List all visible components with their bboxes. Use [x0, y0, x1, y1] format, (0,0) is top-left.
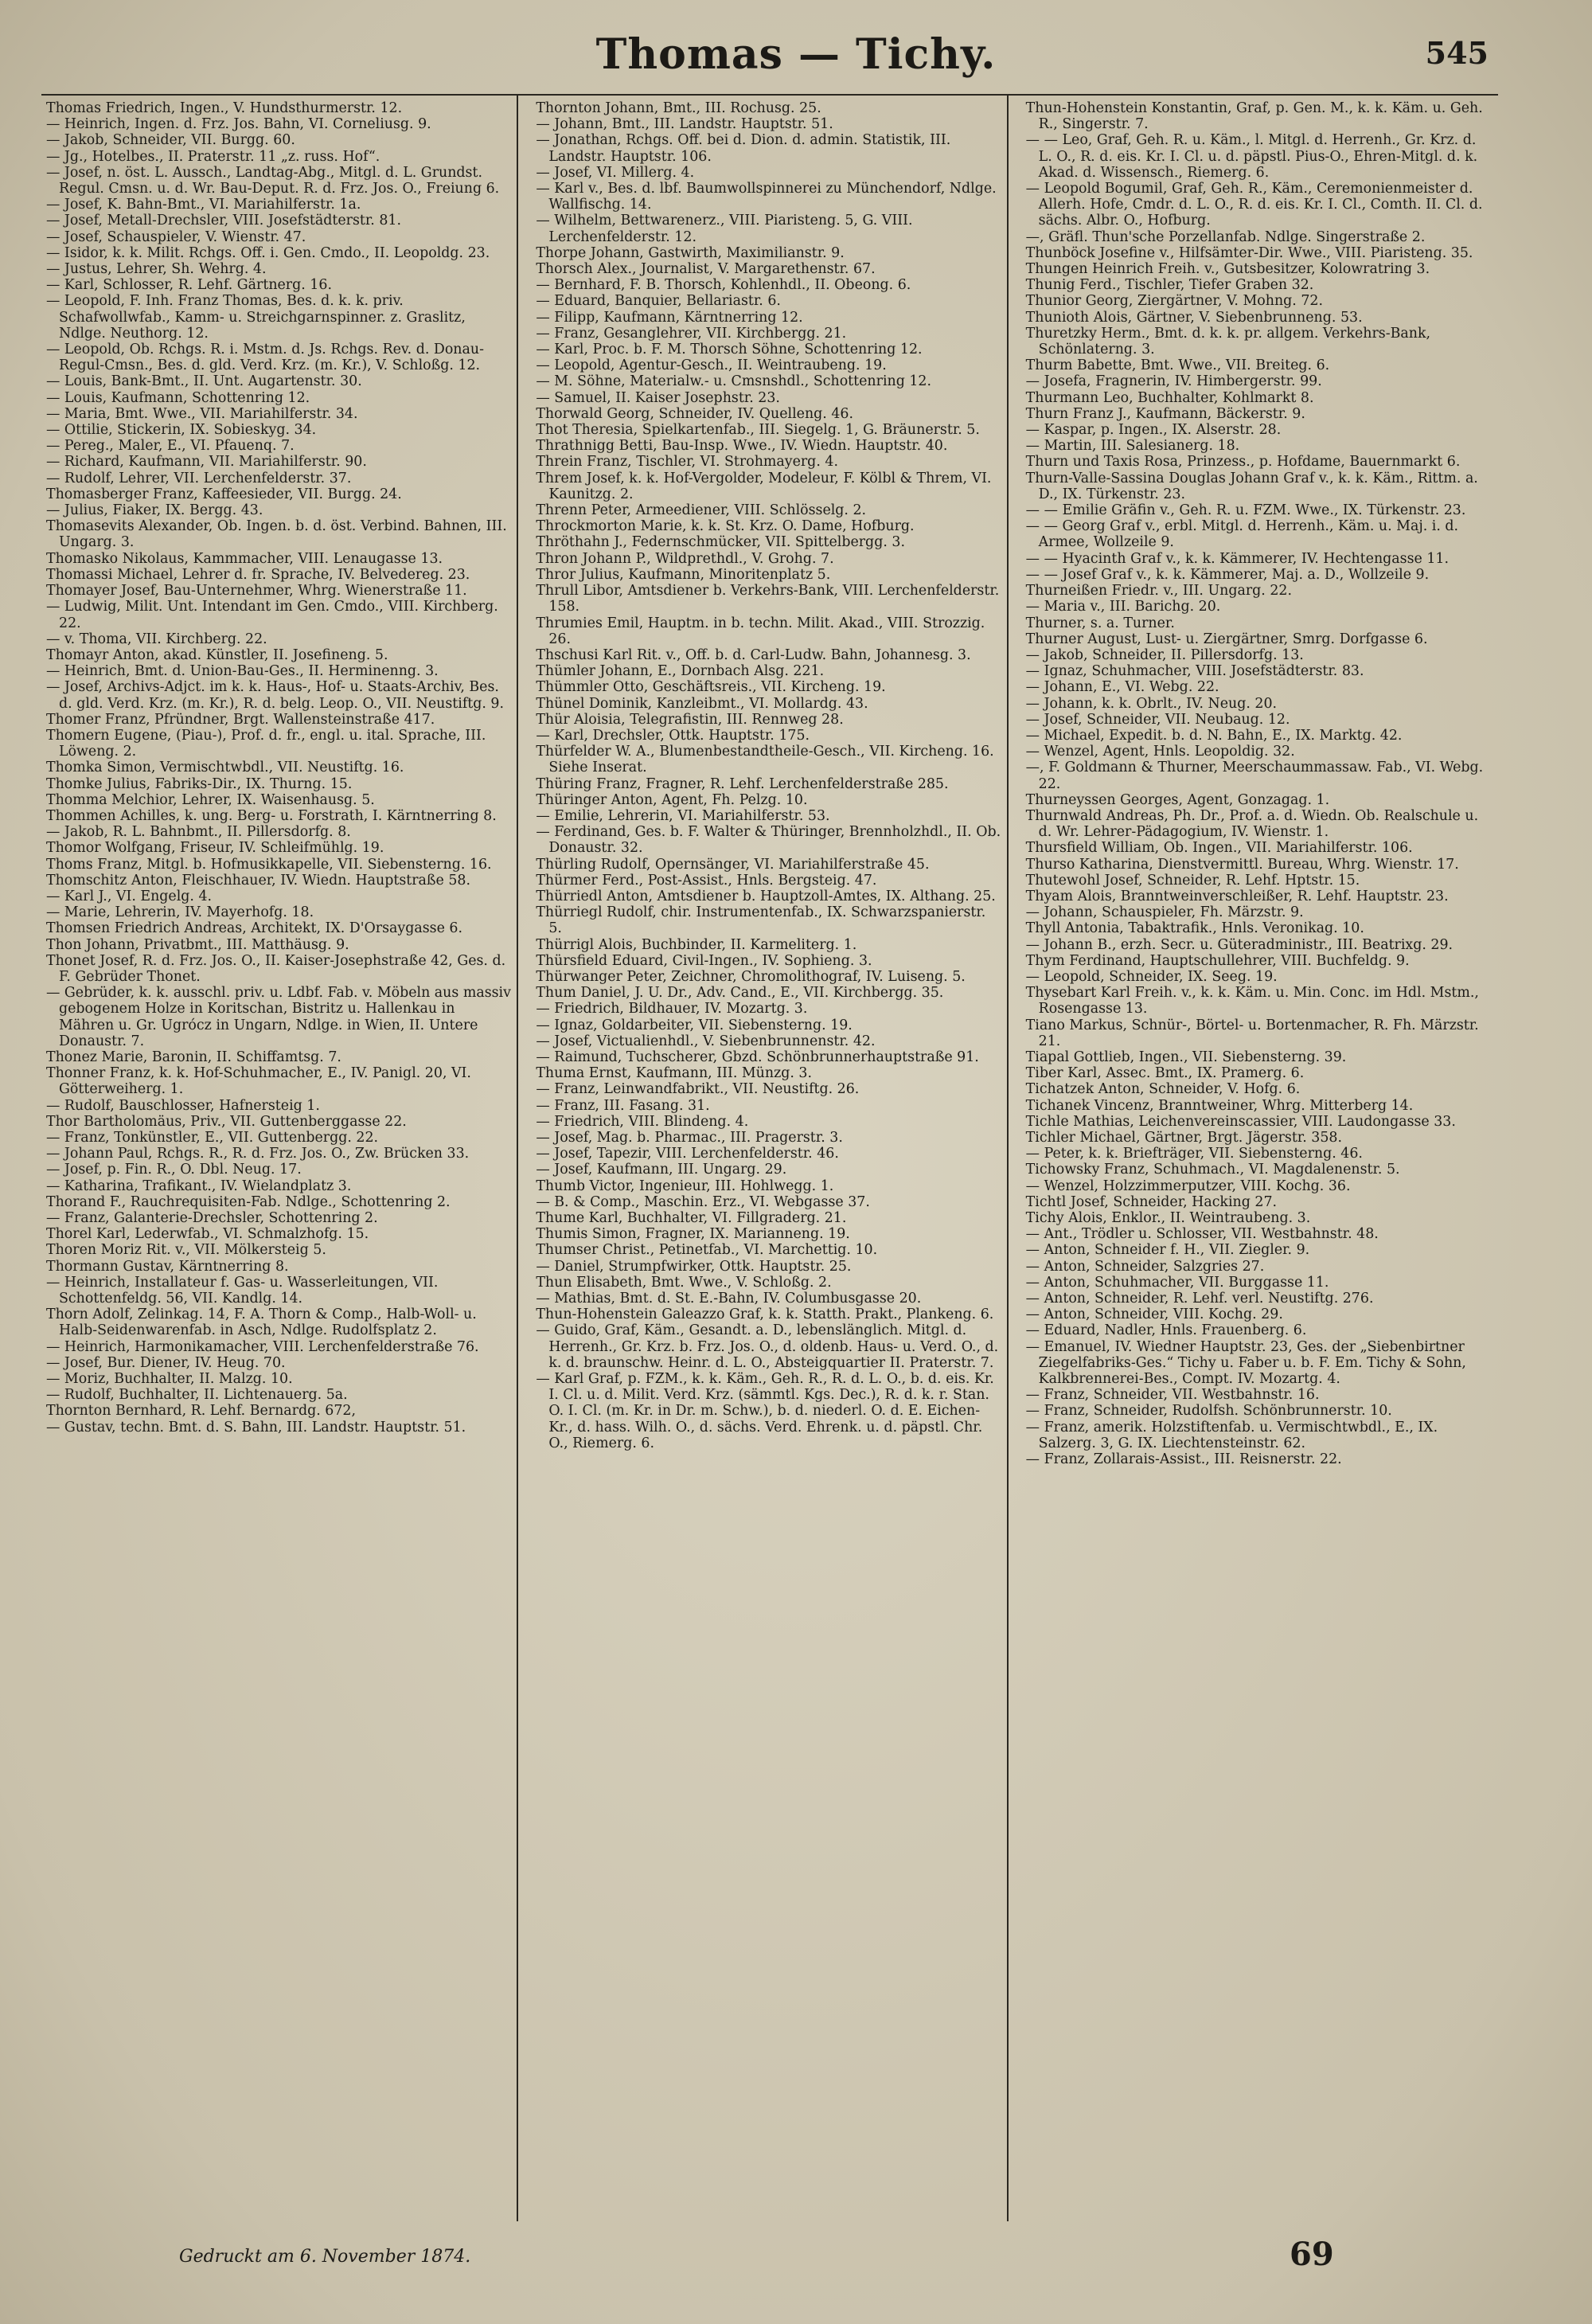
directory-entry: — Franz, Tonkünstler, E., VII. Guttenbergg. 22. — [46, 1130, 379, 1146]
directory-entry: — Franz, Schneider, VII. Westbahnstr. 16. — [1025, 1387, 1320, 1404]
directory-entry: — Heinrich, Bmt. d. Union-Bau-Ges., II. Herminenng. 3. — [46, 663, 439, 680]
directory-entry: Thomas Friedrich, Ingen., V. Hundsthurmerstr. 12. — [46, 100, 403, 116]
directory-entry: Thürwanger Peter, Zeichner, Chromolithograf, IV. Luiseng. 5. — [536, 968, 966, 985]
directory-entry: Thomschitz Anton, Fleischhauer, IV. Wiedn. Hauptstraße 58. — [46, 872, 471, 889]
directory-entry: — Katharina, Trafikant., IV. Wielandplatz 3. — [46, 1178, 352, 1194]
directory-entry: Thunig Ferd., Tischler, Tiefer Graben 32. — [1025, 277, 1314, 294]
directory-entry: Thurneißen Friedr. v., III. Ungarg. 22. — [1025, 583, 1293, 600]
directory-entry: Thonner Franz, k. k. Hof-Schuhmacher, E., IV. Panigl. 20, VI. Götterweiherg. 1. — [46, 1065, 471, 1098]
directory-entry: — Eduard, Nadler, Hnls. Frauenberg. 6. — [1025, 1322, 1307, 1339]
directory-entry: Threm Josef, k. k. Hof-Vergolder, Modeleur, F. Kölbl & Threm, VI. Kaunitzg. 2. — [536, 470, 992, 502]
directory-entry: — Jonathan, Rchgs. Off. bei d. Dion. d. admin. Statistik, III. Landstr. Hauptstr. 106. — [536, 132, 951, 165]
directory-entry: Thornton Bernhard, R. Lehf. Bernardg. 672, — [46, 1403, 356, 1420]
column-middle — [531, 96, 1008, 2221]
directory-entry: — — Georg Graf v., erbl. Mitgl. d. Herrenh., Käm. u. Maj. i. d. Armee, Wollzeile 9. — [1025, 518, 1459, 551]
directory-entry: Thun-Hohenstein Galeazzo Graf, k. k. Statth. Prakt., Plankeng. 6. — [536, 1307, 994, 1323]
directory-entry: — Josef, Mag. b. Pharmac., III. Pragerstr. 3. — [536, 1130, 843, 1146]
directory-entry: Thurnwald Andreas, Ph. Dr., Prof. a. d. Wiedn. Ob. Realschule u. d. Wr. Lehrer-Pädagogium, IV. Wienstr. 1. — [1025, 807, 1479, 841]
directory-entry: Thüring Franz, Fragner, R. Lehf. Lerchenfelderstraße 285. — [536, 775, 949, 792]
directory-entry: — Franz, Gesanglehrer, VII. Kirchbergg. 21. — [536, 325, 847, 342]
directory-entry: — Emilie, Lehrerin, VI. Mariahilferstr. 53. — [536, 807, 830, 824]
directory-entry: Thurso Katharina, Dienstvermittl. Bureau, Whrg. Wienstr. 17. — [1025, 856, 1459, 873]
directory-entry: — Jg., Hotelbes., II. Praterstr. 11 „z. russ. Hof“. — [46, 148, 380, 165]
directory-entry: — — Josef Graf v., k. k. Kämmerer, Maj. a. D., Wollzeile 9. — [1025, 566, 1430, 583]
directory-entry: —, Gräfl. Thun'sche Porzellanfab. Ndlge. Singerstraße 2. — [1025, 228, 1426, 245]
directory-entry: Thornton Johann, Bmt., III. Rochusg. 25. — [536, 100, 821, 116]
directory-entry: — Leopold, Schneider, IX. Seeg. 19. — [1025, 968, 1278, 985]
directory-entry: — Maria, Bmt. Wwe., VII. Mariahilferstr. 34. — [46, 405, 358, 422]
directory-columns — [41, 94, 1498, 2221]
page-title: Thomas — Tichy. — [595, 30, 997, 79]
directory-entry: — Michael, Expedit. b. d. N. Bahn, E., IX. Marktg. 42. — [1025, 727, 1403, 744]
directory-entry: — Karl J., VI. Engelg. 4. — [46, 888, 213, 904]
directory-entry: Thünel Dominik, Kanzleibmt., VI. Mollardg. 43. — [536, 695, 868, 712]
directory-entry: Thutewohl Josef, Schneider, R. Lehf. Hptstr. 15. — [1025, 872, 1360, 889]
directory-entry: — Ignaz, Schuhmacher, VIII. Josefstädterstr. 83. — [1025, 663, 1364, 680]
directory-entry: — Karl v., Bes. d. lbf. Baumwollspinnerei zu Münchendorf, Ndlge. Wallfischg. 14. — [536, 181, 997, 213]
directory-entry: — Julius, Fiaker, IX. Bergg. 43. — [46, 502, 263, 519]
directory-entry: Thoren Moriz Rit. v., VII. Mölkersteig 5. — [46, 1242, 326, 1259]
directory-entry: Thüringer Anton, Agent, Fh. Pelzg. 10. — [536, 791, 808, 808]
directory-entry: Thürmer Ferd., Post-Assist., Hnls. Bergsteig. 47. — [536, 872, 877, 889]
directory-entry: — Mathias, Bmt. d. St. E.-Bahn, IV. Columbusgasse 20. — [536, 1291, 922, 1307]
directory-entry: Thron Johann P., Wildprethdl., V. Grohg. 7. — [536, 550, 834, 567]
directory-entry: Thorel Karl, Lederwfab., VI. Schmalzhofg. 15. — [46, 1226, 369, 1243]
directory-entry: — B. & Comp., Maschin. Erz., VI. Webgasse 37. — [536, 1193, 870, 1210]
directory-entry: — Franz, amerik. Holzstiftenfab. u. Vermischtwbdl., E., IX. Salzerg. 3, G. IX. Liechtensteinstr. 62. — [1025, 1419, 1438, 1451]
directory-entry: Threin Franz, Tischler, VI. Strohmayerg. 4. — [536, 454, 838, 471]
directory-entry: Thomassi Michael, Lehrer d. fr. Sprache, IV. Belvedereg. 23. — [46, 566, 470, 583]
directory-entry: — Ferdinand, Ges. b. F. Walter & Thüringer, Brennholzhdl., II. Ob. Donaustr. 32. — [536, 824, 1001, 857]
directory-entry: — Josef, Kaufmann, III. Ungarg. 29. — [536, 1162, 787, 1178]
directory-entry: — Leopold, Agentur-Gesch., II. Weintraubeng. 19. — [536, 357, 887, 374]
directory-entry: — Kaspar, p. Ingen., IX. Alserstr. 28. — [1025, 422, 1282, 439]
directory-entry: — Leopold, Ob. Rchgs. R. i. Mstm. d. Js. Rchgs. Rev. d. Donau-Regul-Cmsn., Bes. d. gld. Verd. Krz. (m. Kr.), V. Schloßg. 12. — [46, 342, 484, 374]
directory-entry: Thon Johann, Privatbmt., III. Matthäusg. 9. — [46, 936, 349, 953]
directory-entry: — Heinrich, Ingen. d. Frz. Jos. Bahn, VI. Corneliusg. 9. — [46, 116, 431, 133]
directory-entry: Thror Julius, Kaufmann, Minoritenplatz 5. — [536, 566, 831, 583]
directory-entry: Thomayer Josef, Bau-Unternehmer, Whrg. Wienerstraße 11. — [46, 583, 467, 600]
directory-entry: Thurn-Valle-Sassina Douglas Johann Graf v., k. k. Käm., Rittm. a. D., IX. Türkenstr. 23. — [1025, 470, 1478, 502]
directory-entry: Thoms Franz, Mitgl. b. Hofmusikkapelle, VII. Siebensterng. 16. — [46, 856, 492, 873]
directory-entry: — Daniel, Strumpfwirker, Ottk. Hauptstr. 25. — [536, 1258, 852, 1275]
directory-entry: Tiapal Gottlieb, Ingen., VII. Siebensterng. 39. — [1025, 1049, 1347, 1065]
directory-entry: — Franz, Leinwandfabrikt., VII. Neustiftg. 26. — [536, 1081, 860, 1098]
directory-entry: — Rudolf, Buchhalter, II. Lichtenauerg. 5a. — [46, 1387, 348, 1404]
directory-entry: Thrull Libor, Amtsdiener b. Verkehrs-Bank, VIII. Lerchenfelderstr. 158. — [536, 583, 1000, 615]
directory-entry: — Rudolf, Bauschlosser, Hafnersteig 1. — [46, 1097, 320, 1114]
directory-entry: — Anton, Schneider, Salzgries 27. — [1025, 1258, 1265, 1275]
directory-entry: Thunioth Alois, Gärtner, V. Siebenbrunneng. 53. — [1025, 309, 1363, 326]
directory-entry: Thunior Georg, Ziergärtner, V. Mohng. 72. — [1025, 293, 1323, 310]
directory-entry: — M. Söhne, Materialw.- u. Cmsnshdl., Schottenring 12. — [536, 373, 932, 390]
directory-entry: Thurn Franz J., Kaufmann, Bäckerstr. 9. — [1025, 405, 1305, 422]
directory-entry: — Raimund, Tuchscherer, Gbzd. Schönbrunnerhauptstraße 91. — [536, 1049, 979, 1065]
directory-entry: Thysebart Karl Freih. v., k. k. Käm. u. Min. Conc. im Hdl. Mstm., Rosengasse 13. — [1025, 985, 1479, 1017]
directory-entry: Thume Karl, Buchhalter, VI. Fillgraderg. 21. — [536, 1210, 847, 1227]
directory-entry: — Karl, Proc. b. F. M. Thorsch Söhne, Schottenring 12. — [536, 342, 923, 358]
directory-entry: — Gebrüder, k. k. ausschl. priv. u. Ldbf. Fab. v. Möbeln aus massiv gebogenem Holze in Koritschan, Bistritz u. Hallenkau in Mähren u. Gr. Ugrócz in Ungarn, Ndlge. in Wien, II. Untere Donaustr. 7. — [46, 985, 511, 1049]
directory-entry: — Josefa, Fragnerin, IV. Himbergerstr. 99. — [1025, 373, 1322, 390]
directory-entry: — Karl, Schlosser, R. Lehf. Gärtnerg. 16. — [46, 277, 332, 294]
directory-entry: Thurmann Leo, Buchhalter, Kohlmarkt 8. — [1025, 389, 1314, 406]
directory-entry: Tichowsky Franz, Schuhmach., VI. Magdalenenstr. 5. — [1025, 1162, 1400, 1178]
directory-entry: Thschusi Karl Rit. v., Off. b. d. Carl-Ludw. Bahn, Johannesg. 3. — [536, 646, 971, 663]
directory-entry: — Ignaz, Goldarbeiter, VII. Siebensterng. 19. — [536, 1017, 853, 1033]
directory-entry: — Louis, Bank-Bmt., II. Unt. Augartenstr. 30. — [46, 373, 362, 390]
directory-entry: Thommen Achilles, k. ung. Berg- u. Forstrath, I. Kärntnerring 8. — [46, 807, 497, 824]
directory-entry: — Ludwig, Milit. Unt. Intendant im Gen. Cmdo., VIII. Kirchberg. 22. — [46, 599, 498, 631]
directory-entry: — — Emilie Gräfin v., Geh. R. u. FZM. Wwe., IX. Türkenstr. 23. — [1025, 502, 1466, 519]
directory-entry: — Anton, Schneider, R. Lehf. verl. Neustiftg. 276. — [1025, 1291, 1374, 1307]
directory-entry: — Heinrich, Harmonikamacher, VIII. Lerchenfelderstraße 76. — [46, 1338, 479, 1355]
directory-entry: — Johann, Bmt., III. Landstr. Hauptstr. 51. — [536, 116, 833, 133]
directory-entry: — Josef, Archivs-Adjct. im k. k. Haus-, Hof- u. Staats-Archiv, Bes. d. gld. Verd. Krz. (m. Kr.), R. d. belg. Leop. O., VII. Neustiftg. 9. — [46, 679, 505, 712]
directory-entry: Thum Daniel, J. U. Dr., Adv. Cand., E., VII. Kirchbergg. 35. — [536, 985, 944, 1002]
directory-entry: Thomer Franz, Pfründner, Brgt. Wallensteinstraße 417. — [46, 711, 435, 728]
directory-entry: — Anton, Schuhmacher, VII. Burggasse 11. — [1025, 1274, 1329, 1291]
directory-entry: — Josef, n. öst. L. Aussch., Landtag-Abg., Mitgl. d. L. Grundst. Regul. Cmsn. u. d. Wr. Bau-Deput. R. d. Frz. Jos. O., Freiung 6. — [46, 164, 500, 197]
directory-entry: — Guido, Graf, Käm., Gesandt. a. D., lebenslänglich. Mitgl. d. Herrenh., Gr. Krz. b. Frz. Jos. O., d. oldenb. Haus- u. Verd. O., d. k. d. braunschw. Heinr. d. L. O., Absteigquartier II. Praterstr. 7. — [536, 1322, 999, 1371]
directory-entry: Thursfield William, Ob. Ingen., VII. Mariahilferstr. 106. — [1025, 840, 1413, 857]
directory-entry: Thorand F., Rauchrequisiten-Fab. Ndlge., Schottenring 2. — [46, 1193, 451, 1210]
directory-entry: Thuma Ernst, Kaufmann, III. Münzg. 3. — [536, 1065, 813, 1082]
directory-entry: — Maria v., III. Barichg. 20. — [1025, 599, 1221, 615]
directory-entry: Tichanek Vincenz, Branntweiner, Whrg. Mitterberg 14. — [1025, 1097, 1414, 1114]
directory-entry: Tichtl Josef, Schneider, Hacking 27. — [1025, 1193, 1278, 1210]
directory-entry: Thyll Antonia, Tabaktrafik., Hnls. Veronikag. 10. — [1025, 920, 1364, 937]
directory-entry: Thurner, s. a. Turner. — [1025, 615, 1175, 631]
directory-entry: — Franz, Schneider, Rudolfsh. Schönbrunnerstr. 10. — [1025, 1403, 1392, 1420]
page-number: 545 — [1425, 35, 1489, 71]
directory-entry: Tichler Michael, Gärtner, Brgt. Jägerstr. 358. — [1025, 1130, 1342, 1146]
directory-entry: — Friedrich, Bildhauer, IV. Mozartg. 3. — [536, 1001, 808, 1017]
directory-entry: — Gustav, techn. Bmt. d. S. Bahn, III. Landstr. Hauptstr. 51. — [46, 1419, 466, 1435]
directory-entry: Thürrigl Alois, Buchbinder, II. Karmeliterg. 1. — [536, 936, 857, 953]
directory-entry: Thym Ferdinand, Hauptschullehrer, VIII. Buchfeldg. 9. — [1025, 952, 1410, 969]
directory-entry: Thorsch Alex., Journalist, V. Margarethenstr. 67. — [536, 261, 876, 278]
directory-entry: Thonez Marie, Baronin, II. Schiffamtsg. 7. — [46, 1049, 341, 1065]
column-left — [41, 96, 518, 2221]
directory-entry: Thrathnigg Betti, Bau-Insp. Wwe., IV. Wiedn. Hauptstr. 40. — [536, 438, 948, 455]
directory-entry: Thonet Josef, R. d. Frz. Jos. O., II. Kaiser-Josephstraße 42, Ges. d. F. Gebrüder Thonet. — [46, 952, 506, 985]
directory-entry: Thurn und Taxis Rosa, Prinzess., p. Hofdame, Bauernmarkt 6. — [1025, 454, 1461, 471]
directory-entry: — Wilhelm, Bettwarenerz., VIII. Piaristeng. 5, G. VIII. Lerchenfelderstr. 12. — [536, 213, 913, 245]
directory-entry: — Josef, Schneider, VII. Neubaug. 12. — [1025, 711, 1290, 728]
directory-entry: Thor Bartholomäus, Priv., VII. Guttenberggasse 22. — [46, 1113, 407, 1130]
directory-entry: Thumser Christ., Petinetfab., VI. Marchettig. 10. — [536, 1242, 878, 1259]
directory-entry: — Josef, Tapezir, VIII. Lerchenfelderstr. 46. — [536, 1146, 839, 1162]
directory-entry: — Ottilie, Stickerin, IX. Sobieskyg. 34. — [46, 422, 317, 439]
directory-entry: — Rudolf, Lehrer, VII. Lerchenfelderstr. 37. — [46, 470, 352, 486]
directory-entry: — Bernhard, F. B. Thorsch, Kohlenhdl., II. Obeong. 6. — [536, 277, 911, 294]
directory-entry: — Karl, Drechsler, Ottk. Hauptstr. 175. — [536, 727, 810, 744]
directory-entry: Tichy Alois, Enklor., II. Weintraubeng. 3. — [1025, 1210, 1311, 1227]
directory-entry: — Franz, Zollarais-Assist., III. Reisnerstr. 22. — [1025, 1451, 1342, 1468]
directory-entry: — Karl Graf, p. FZM., k. k. Käm., Geh. R., R. d. L. O., b. d. eis. Kr. I. Cl. u. d. Milit. Verd. Krz. (sämmtl. Kgs. Dec.), R. d. k. r. Stan. O. I. Cl. (m. Kr. in Dr. m. Schw.), b. d. niederl. O. d. E. Eichen-Kr., d. hass. Wilh. O., d. sächs. Verd. Ehrenk. u. d. päpstl. Chr. O., Riemerg. 6. — [536, 1371, 994, 1451]
directory-entry: —, F. Goldmann & Thurner, Meerschaummassaw. Fab., VI. Webg. 22. — [1025, 760, 1484, 792]
directory-entry: Thyam Alois, Branntweinverschleißer, R. Lehf. Hauptstr. 23. — [1025, 888, 1449, 904]
directory-entry: Tiber Karl, Assec. Bmt., IX. Pramerg. 6. — [1025, 1065, 1305, 1082]
directory-entry: — Johann, Schauspieler, Fh. Märzstr. 9. — [1025, 904, 1304, 921]
directory-entry: Thurm Babette, Bmt. Wwe., VII. Breiteg. 6. — [1025, 357, 1330, 374]
directory-entry: — Pereg., Maler, E., VI. Pfauenq. 7. — [46, 438, 295, 455]
directory-entry: — Anton, Schneider, VIII. Kochg. 29. — [1025, 1307, 1283, 1323]
directory-entry: Thürriegl Rudolf, chir. Instrumentenfab., IX. Schwarzspanierstr. 5. — [536, 904, 986, 937]
directory-entry: Thot Theresia, Spielkartenfab., III. Siegelg. 1, G. Bräunerstr. 5. — [536, 422, 980, 439]
directory-entry: Thungen Heinrich Freih. v., Gutsbesitzer, Kolowratring 3. — [1025, 261, 1430, 278]
directory-entry: — Anton, Schneider f. H., VII. Ziegler. 9. — [1025, 1242, 1310, 1259]
directory-entry: — Louis, Kaufmann, Schottenring 12. — [46, 389, 310, 406]
directory-entry: — Richard, Kaufmann, VII. Mariahilferstr. 90. — [46, 454, 367, 471]
directory-entry: — Franz, III. Fasang. 31. — [536, 1097, 710, 1114]
directory-entry: — Johann B., erzh. Secr. u. Güteradministr., III. Beatrixg. 29. — [1025, 936, 1453, 953]
directory-entry: Thumis Simon, Fragner, IX. Marianneng. 19. — [536, 1226, 850, 1243]
directory-entry: — Leopold Bogumil, Graf, Geh. R., Käm., Ceremonienmeister d. Allerh. Hofe, Cmdr. d. L. O., R. d. eis. Kr. I. Cl., Comth. II. Cl. d. sächs. Albr. O., Hofburg. — [1025, 181, 1483, 229]
directory-entry: — Johann, E., VI. Webg. 22. — [1025, 679, 1219, 696]
directory-entry: Thomka Simon, Vermischtwbdl., VII. Neustiftg. 16. — [46, 760, 404, 776]
directory-entry: Thormann Gustav, Kärntnerring 8. — [46, 1258, 289, 1275]
directory-entry: Thürsfield Eduard, Civil-Ingen., IV. Sophieng. 3. — [536, 952, 872, 969]
directory-entry: Tiano Markus, Schnür-, Börtel- u. Bortenmacher, R. Fh. Märzstr. 21. — [1025, 1017, 1479, 1049]
directory-entry: Throckmorton Marie, k. k. St. Krz. O. Dame, Hofburg. — [536, 518, 915, 535]
directory-entry: Thomor Wolfgang, Friseur, IV. Schleifmühlg. 19. — [46, 840, 384, 857]
directory-entry: — Emanuel, IV. Wiedner Hauptstr. 23, Ges. der „Siebenbirtner Ziegelfabriks-Ges.“ Tichy u. Faber u. b. F. Em. Tichy & Sohn, Kalkbrennerei-Bes., Compt. IV. Mozartg. 4. — [1025, 1338, 1466, 1388]
directory-entry: — Wenzel, Holzzimmerputzer, VIII. Kochg. 36. — [1025, 1178, 1351, 1194]
directory-entry: — Heinrich, Installateur f. Gas- u. Wasserleitungen, VII. Schottenfeldg. 56, VII. Kandlg. 14. — [46, 1274, 439, 1307]
directory-entry: — Peter, k. k. Briefträger, VII. Siebensterng. 46. — [1025, 1146, 1363, 1162]
directory-entry: Tichatzek Anton, Schneider, V. Hofg. 6. — [1025, 1081, 1301, 1098]
directory-entry: — Jakob, Schneider, II. Pillersdorfg. 13. — [1025, 646, 1304, 663]
directory-entry: — Friedrich, VIII. Blindeng. 4. — [536, 1113, 749, 1130]
directory-entry: Thomasberger Franz, Kaffeesieder, VII. Burgg. 24. — [46, 486, 402, 502]
directory-entry: Thorpe Johann, Gastwirth, Maximilianstr. 9. — [536, 244, 845, 261]
directory-entry: Thumb Victor, Ingenieur, III. Hohlwegg. 1. — [536, 1178, 834, 1194]
directory-entry: — Justus, Lehrer, Sh. Wehrg. 4. — [46, 261, 267, 278]
directory-entry: — Josef, Metall-Drechsler, VIII. Josefstädterstr. 81. — [46, 213, 401, 229]
directory-entry: — Josef, p. Fin. R., O. Dbl. Neug. 17. — [46, 1162, 302, 1178]
directory-entry: — v. Thoma, VII. Kirchberg. 22. — [46, 631, 267, 647]
directory-entry: — Josef, VI. Millerg. 4. — [536, 164, 695, 181]
directory-entry: Thomayr Anton, akad. Künstler, II. Josefineng. 5. — [46, 646, 388, 663]
directory-entry: Thorn Adolf, Zelinkag. 14, F. A. Thorn & Comp., Halb-Woll- u. Halb-Seidenwarenfab. in Asch, Ndlge. Rudolfsplatz 2. — [46, 1307, 477, 1339]
directory-entry: — Josef, Victualienhdl., V. Siebenbrunnenstr. 42. — [536, 1033, 876, 1049]
directory-entry: — Moriz, Buchhalter, II. Malzg. 10. — [46, 1371, 293, 1388]
directory-entry: — Wenzel, Agent, Hnls. Leopoldig. 32. — [1025, 744, 1295, 760]
directory-entry: — Johann Paul, Rchgs. R., R. d. Frz. Jos. O., Zw. Brücken 33. — [46, 1146, 470, 1162]
directory-entry: Thürfelder W. A., Blumenbestandtheile-Gesch., VII. Kircheng. 16. Siehe Inserat. — [536, 744, 994, 776]
directory-entry: — Marie, Lehrerin, IV. Mayerhofg. 18. — [46, 904, 314, 921]
directory-entry: Thümler Johann, E., Dornbach Alsg. 221. — [536, 663, 825, 680]
directory-entry: Thorwald Georg, Schneider, IV. Quelleng. 46. — [536, 405, 853, 422]
directory-entry: — Josef, K. Bahn-Bmt., VI. Mariahilferstr. 1a. — [46, 197, 361, 213]
directory-entry: Thunböck Josefine v., Hilfsämter-Dir. Wwe., VIII. Piaristeng. 35. — [1025, 244, 1473, 261]
sheet-number: 69 — [1290, 2236, 1334, 2273]
directory-entry: — Ant., Trödler u. Schlosser, VII. Westbahnstr. 48. — [1025, 1226, 1379, 1243]
directory-entry: Thomasko Nikolaus, Kammmacher, VIII. Lenaugasse 13. — [46, 550, 443, 567]
directory-entry: — Jakob, Schneider, VII. Burgg. 60. — [46, 132, 295, 149]
directory-entry: Thomsen Friedrich Andreas, Architekt, IX. D'Orsaygasse 6. — [46, 920, 462, 937]
directory-entry: Thürriedl Anton, Amtsdiener b. Hauptzoll-Amtes, IX. Althang. 25. — [536, 888, 996, 904]
directory-entry: — Josef, Bur. Diener, IV. Heug. 70. — [46, 1354, 286, 1371]
directory-entry: Thürling Rudolf, Opernsänger, VI. Mariahilferstraße 45. — [536, 856, 930, 873]
directory-entry: — Franz, Galanterie-Drechsler, Schottenring 2. — [46, 1210, 378, 1227]
directory-entry: Thun Elisabeth, Bmt. Wwe., V. Schloßg. 2. — [536, 1274, 832, 1291]
directory-entry: — Jakob, R. L. Bahnbmt., II. Pillersdorfg. 8. — [46, 824, 351, 841]
directory-entry: Thun-Hohenstein Konstantin, Graf, p. Gen. M., k. k. Käm. u. Geh. R., Singerstr. 7. — [1025, 100, 1483, 133]
directory-entry: Thurner August, Lust- u. Ziergärtner, Smrg. Dorfgasse 6. — [1025, 631, 1428, 647]
directory-entry: Thuretzky Herm., Bmt. d. k. k. pr. allgem. Verkehrs-Bank, Schönlaterng. 3. — [1025, 325, 1431, 358]
directory-entry: — — Hyacinth Graf v., k. k. Kämmerer, IV. Hechtengasse 11. — [1025, 550, 1449, 567]
directory-entry: Thurneyssen Georges, Agent, Gonzagag. 1. — [1025, 791, 1330, 808]
directory-entry: Thomasevits Alexander, Ob. Ingen. b. d. öst. Verbind. Bahnen, III. Ungarg. 3. — [46, 518, 507, 551]
directory-entry: Thümmler Otto, Geschäftsreis., VII. Kircheng. 19. — [536, 679, 886, 696]
directory-entry: — Johann, k. k. Obrlt., IV. Neug. 20. — [1025, 695, 1278, 712]
column-right — [1021, 96, 1498, 2221]
directory-entry: Thomke Julius, Fabriks-Dir., IX. Thurng. 15. — [46, 775, 353, 792]
directory-entry: Threnn Peter, Armeediener, VIII. Schlösselg. 2. — [536, 502, 867, 519]
directory-entry: Thomma Melchior, Lehrer, IX. Waisenhausg. 5. — [46, 791, 375, 808]
print-date-note: Gedruckt am 6. November 1874. — [179, 2247, 471, 2267]
directory-entry: Thrumies Emil, Hauptm. in b. techn. Milit. Akad., VIII. Strozzig. 26. — [536, 615, 985, 647]
directory-entry: — Josef, Schauspieler, V. Wienstr. 47. — [46, 228, 306, 245]
directory-entry: — Samuel, II. Kaiser Josephstr. 23. — [536, 389, 780, 406]
directory-entry: — Eduard, Banquier, Bellariastr. 6. — [536, 293, 781, 310]
directory-entry: Thür Aloisia, Telegrafistin, III. Rennweg 28. — [536, 711, 844, 728]
directory-entry: — — Leo, Graf, Geh. R. u. Käm., l. Mitgl. d. Herrenh., Gr. Krz. d. L. O., R. d. eis. Kr. I. Cl. u. d. päpstl. Pius-O., Ehren-Mitgl. d. k. Akad. d. Wissensch., Riemerg. 6. — [1025, 132, 1478, 181]
directory-entry: — Filipp, Kaufmann, Kärntnerring 12. — [536, 309, 803, 326]
directory-entry: Thomern Eugene, (Piau-), Prof. d. fr., engl. u. ital. Sprache, III. Löweng. 2. — [46, 727, 486, 760]
directory-entry: Thröthahn J., Federnschmücker, VII. Spittelbergg. 3. — [536, 534, 905, 551]
directory-entry: — Leopold, F. Inh. Franz Thomas, Bes. d. k. k. priv. Schafwollwfab., Kamm- u. Streichgarnspinner. z. Graslitz, Ndlge. Neuthorg. 12. — [46, 293, 466, 342]
directory-entry: — Isidor, k. k. Milit. Rchgs. Off. i. Gen. Cmdo., II. Leopoldg. 23. — [46, 244, 490, 261]
directory-entry: Tichle Mathias, Leichenvereinscassier, VIII. Laudongasse 33. — [1025, 1113, 1456, 1130]
directory-entry: — Martin, III. Salesianerg. 18. — [1025, 438, 1240, 455]
